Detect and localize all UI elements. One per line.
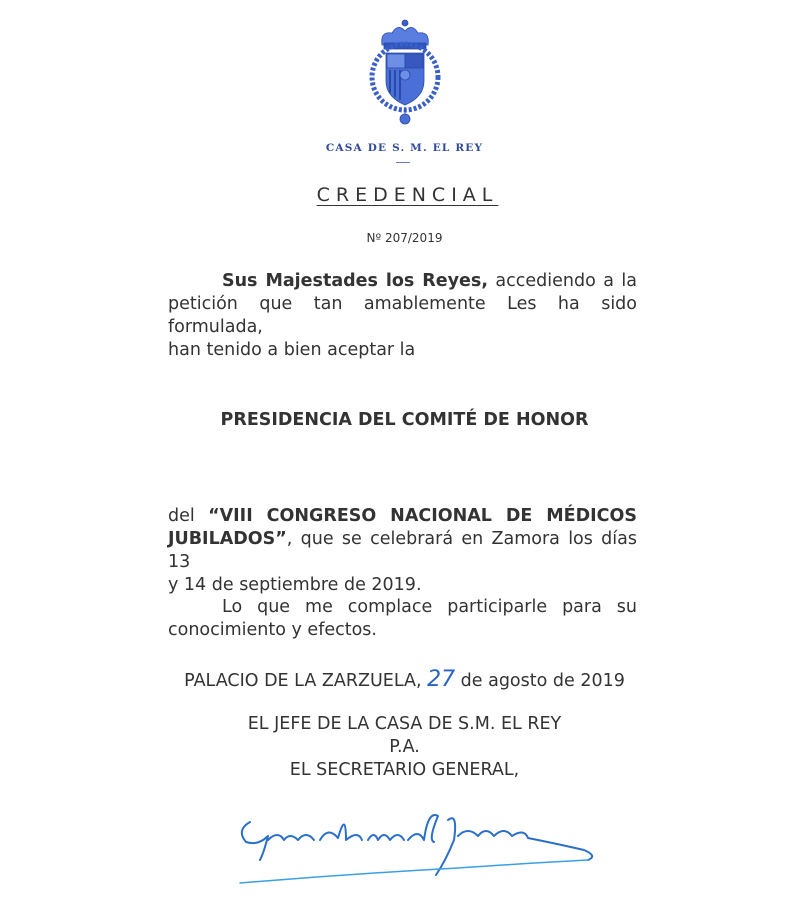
paragraph-line: petición que tan amablemente Les ha sido formulada,	[168, 294, 637, 337]
congress-name: “VIII CONGRESO NACIONAL DE MÉDICOS	[208, 506, 637, 526]
text-run: accediendo a la	[488, 271, 637, 291]
congress-name-cont: JUBILADOS”	[168, 529, 287, 549]
paragraph-line	[168, 528, 637, 574]
paragraph-line: conocimiento y efectos.	[168, 620, 377, 640]
signatory-role: EL SECRETARIO GENERAL,	[289, 760, 520, 780]
document-title	[0, 184, 809, 206]
paragraph-closing	[168, 596, 637, 642]
paragraph-line	[168, 505, 637, 528]
paragraph-line: y 14 de septiembre de 2019.	[168, 575, 422, 595]
letterhead-divider	[396, 162, 410, 163]
institution-name: CASA DE S. M. EL REY	[325, 142, 484, 154]
paragraph-acceptance	[168, 270, 637, 362]
paragraph-line: Lo que me complace participarle para su	[222, 597, 637, 617]
paragraph-line: han tenido a bien aceptar la	[168, 340, 416, 360]
royal-coat-of-arms-icon	[360, 15, 450, 127]
date-line	[0, 667, 809, 692]
honor-heading: PRESIDENCIA DEL COMITÉ DE HONOR	[220, 410, 589, 430]
document-number: Nº 207/2019	[366, 231, 443, 245]
bold-lead: Sus Majestades los Reyes,	[222, 271, 488, 291]
paragraph-congress	[168, 505, 637, 597]
signatory-title: EL JEFE DE LA CASA DE S.M. EL REY	[247, 714, 562, 734]
text-run: del	[168, 506, 209, 526]
signature-block	[0, 713, 809, 782]
document-title-text: CREDENCIAL	[316, 184, 499, 206]
paragraph-line	[168, 270, 637, 293]
signatory-pa: P.A.	[389, 737, 420, 757]
handwritten-day: 27	[427, 667, 456, 692]
text-run: , que se celebrará en Zamora los días 13	[168, 529, 637, 572]
date-text: de agosto de 2019	[455, 671, 625, 691]
handwritten-signature-icon	[228, 800, 668, 895]
place-text: PALACIO DE LA ZARZUELA,	[184, 671, 428, 691]
